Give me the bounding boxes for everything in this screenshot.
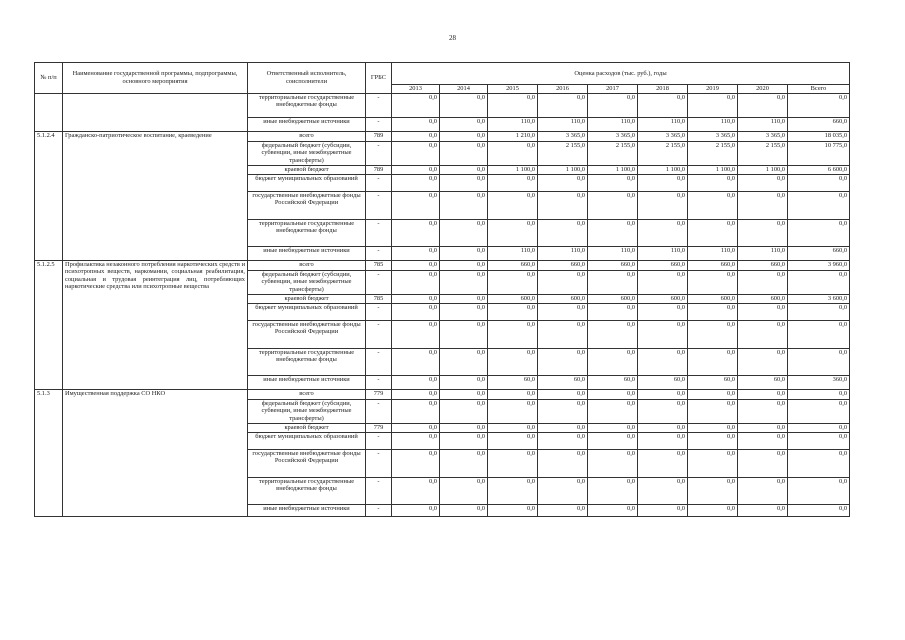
funding-source: государственные внебюджетные фонды Российской Федерации: [248, 320, 366, 348]
total-value: 0,0: [788, 432, 850, 449]
year-value: 0,0: [588, 348, 638, 375]
year-value: 0,0: [738, 303, 788, 320]
header-year: 2016: [538, 85, 588, 94]
year-value: 0,0: [440, 348, 488, 375]
year-value: 0,0: [488, 389, 538, 399]
year-value: 0,0: [392, 141, 440, 165]
year-value: 3 365,0: [738, 131, 788, 141]
year-value: 0,0: [588, 219, 638, 246]
year-value: 0,0: [538, 348, 588, 375]
total-value: 360,0: [788, 375, 850, 389]
header-grbs: ГРБС: [366, 63, 392, 94]
year-value: 0,0: [588, 320, 638, 348]
funding-source: территориальные государственные внебюджетные фонды: [248, 219, 366, 246]
year-value: 2 155,0: [538, 141, 588, 165]
measure-number: 5.1.3: [35, 389, 63, 516]
year-value: 1 100,0: [488, 165, 538, 174]
year-value: 0,0: [738, 449, 788, 477]
grbs-code: 785: [366, 294, 392, 303]
table-row: [35, 93, 850, 117]
year-value: 1 210,0: [488, 131, 538, 141]
year-value: 0,0: [440, 320, 488, 348]
total-value: 0,0: [788, 219, 850, 246]
year-value: 0,0: [688, 477, 738, 504]
year-value: 0,0: [588, 399, 638, 423]
year-value: 0,0: [588, 504, 638, 516]
year-value: 0,0: [440, 449, 488, 477]
year-value: 3 365,0: [688, 131, 738, 141]
year-value: 60,0: [488, 375, 538, 389]
year-value: 0,0: [440, 504, 488, 516]
budget-table: [34, 62, 850, 517]
year-value: 600,0: [738, 294, 788, 303]
year-value: 0,0: [440, 477, 488, 504]
year-value: 0,0: [688, 423, 738, 432]
year-value: 0,0: [440, 294, 488, 303]
year-value: 0,0: [392, 165, 440, 174]
year-value: 0,0: [392, 174, 440, 191]
year-value: 0,0: [440, 303, 488, 320]
year-value: 0,0: [588, 432, 638, 449]
header-year: 2017: [588, 85, 638, 94]
header-name: Наименование государственной программы, подпрограммы, основного мероприятия: [63, 63, 248, 94]
funding-source: государственные внебюджетные фонды Российской Федерации: [248, 449, 366, 477]
page-number: 28: [449, 34, 456, 42]
table-row: [35, 389, 850, 399]
year-value: 0,0: [488, 174, 538, 191]
year-value: 0,0: [588, 477, 638, 504]
total-value: 0,0: [788, 389, 850, 399]
year-value: 0,0: [588, 93, 638, 117]
table-header-row: [35, 63, 850, 85]
year-value: 0,0: [538, 399, 588, 423]
year-value: 0,0: [738, 399, 788, 423]
funding-source: краевой бюджет: [248, 294, 366, 303]
year-value: 0,0: [588, 303, 638, 320]
year-value: 0,0: [638, 432, 688, 449]
year-value: 0,0: [488, 219, 538, 246]
year-value: 0,0: [538, 270, 588, 294]
year-value: 0,0: [538, 432, 588, 449]
grbs-code: -: [366, 504, 392, 516]
year-value: 0,0: [638, 191, 688, 219]
year-value: 110,0: [688, 117, 738, 131]
year-value: 0,0: [688, 320, 738, 348]
year-value: 0,0: [738, 93, 788, 117]
year-value: 0,0: [440, 191, 488, 219]
year-value: 0,0: [440, 270, 488, 294]
table-row: [35, 260, 850, 270]
year-value: 0,0: [392, 423, 440, 432]
year-value: 60,0: [588, 375, 638, 389]
year-value: 0,0: [392, 191, 440, 219]
year-value: 0,0: [738, 174, 788, 191]
year-value: 0,0: [738, 389, 788, 399]
year-value: 0,0: [638, 399, 688, 423]
year-value: 0,0: [638, 423, 688, 432]
year-value: 0,0: [538, 477, 588, 504]
year-value: 0,0: [488, 504, 538, 516]
year-value: 660,0: [488, 260, 538, 270]
funding-source: федеральный бюджет (субсидии, субвенции, иные межбюджетные трансферты): [248, 399, 366, 423]
year-value: 0,0: [738, 348, 788, 375]
year-value: 0,0: [440, 141, 488, 165]
year-value: 2 155,0: [588, 141, 638, 165]
grbs-code: -: [366, 246, 392, 260]
header-year: 2019: [688, 85, 738, 94]
year-value: 0,0: [392, 303, 440, 320]
year-value: 600,0: [688, 294, 738, 303]
grbs-code: -: [366, 219, 392, 246]
year-value: 600,0: [638, 294, 688, 303]
year-value: 60,0: [738, 375, 788, 389]
measure-number: 5.1.2.5: [35, 260, 63, 389]
year-value: 0,0: [588, 423, 638, 432]
year-value: 0,0: [638, 504, 688, 516]
grbs-code: -: [366, 399, 392, 423]
funding-source: иные внебюджетные источники: [248, 504, 366, 516]
year-value: 0,0: [392, 477, 440, 504]
grbs-code: 779: [366, 389, 392, 399]
year-value: 0,0: [538, 449, 588, 477]
grbs-code: -: [366, 449, 392, 477]
year-value: 0,0: [688, 449, 738, 477]
year-value: 0,0: [738, 320, 788, 348]
year-value: 0,0: [392, 294, 440, 303]
year-value: 0,0: [638, 270, 688, 294]
year-value: 0,0: [392, 260, 440, 270]
total-value: 3 960,0: [788, 260, 850, 270]
year-value: 0,0: [440, 117, 488, 131]
grbs-code: -: [366, 320, 392, 348]
grbs-code: 789: [366, 165, 392, 174]
total-value: 0,0: [788, 93, 850, 117]
year-value: 0,0: [488, 449, 538, 477]
grbs-code: -: [366, 191, 392, 219]
year-value: 110,0: [588, 246, 638, 260]
header-year: 2018: [638, 85, 688, 94]
year-value: 1 100,0: [638, 165, 688, 174]
year-value: 0,0: [392, 432, 440, 449]
year-value: 0,0: [638, 174, 688, 191]
year-value: 0,0: [688, 303, 738, 320]
grbs-code: -: [366, 93, 392, 117]
funding-source: краевой бюджет: [248, 165, 366, 174]
year-value: 0,0: [588, 449, 638, 477]
grbs-code: -: [366, 174, 392, 191]
total-value: 0,0: [788, 174, 850, 191]
year-value: 0,0: [538, 423, 588, 432]
year-value: 0,0: [638, 389, 688, 399]
year-value: 2 155,0: [738, 141, 788, 165]
year-value: 110,0: [638, 246, 688, 260]
year-value: 0,0: [488, 348, 538, 375]
grbs-code: -: [366, 117, 392, 131]
total-value: 0,0: [788, 303, 850, 320]
measure-name: Имущественная поддержка СО НКО: [63, 389, 248, 516]
grbs-code: 785: [366, 260, 392, 270]
grbs-code: -: [366, 270, 392, 294]
year-value: 0,0: [688, 399, 738, 423]
funding-source: территориальные государственные внебюджетные фонды: [248, 348, 366, 375]
year-value: 110,0: [738, 117, 788, 131]
year-value: 600,0: [588, 294, 638, 303]
year-value: 0,0: [688, 432, 738, 449]
year-value: 0,0: [392, 131, 440, 141]
measure-number: 5.1.2.4: [35, 131, 63, 260]
year-value: 0,0: [440, 432, 488, 449]
empty-num-cell: [35, 93, 63, 131]
year-value: 0,0: [392, 389, 440, 399]
funding-source: иные внебюджетные источники: [248, 117, 366, 131]
year-value: 660,0: [688, 260, 738, 270]
year-value: 0,0: [440, 399, 488, 423]
year-value: 0,0: [688, 348, 738, 375]
year-value: 0,0: [488, 320, 538, 348]
year-value: 0,0: [392, 399, 440, 423]
year-value: 0,0: [488, 432, 538, 449]
grbs-code: -: [366, 432, 392, 449]
year-value: 0,0: [638, 93, 688, 117]
measure-name: Гражданско-патриотическое воспитание, краеведение: [63, 131, 248, 260]
table-body: [35, 93, 850, 516]
year-value: 0,0: [440, 93, 488, 117]
year-value: 0,0: [688, 504, 738, 516]
funding-source: бюджет муниципальных образований: [248, 174, 366, 191]
year-value: 0,0: [392, 320, 440, 348]
year-value: 3 365,0: [638, 131, 688, 141]
year-value: 60,0: [638, 375, 688, 389]
total-value: 10 775,0: [788, 141, 850, 165]
year-value: 0,0: [688, 191, 738, 219]
funding-source: бюджет муниципальных образований: [248, 432, 366, 449]
total-value: 0,0: [788, 399, 850, 423]
total-value: 0,0: [788, 270, 850, 294]
header-year: 2015: [488, 85, 538, 94]
year-value: 110,0: [488, 117, 538, 131]
year-value: 0,0: [738, 504, 788, 516]
year-value: 600,0: [488, 294, 538, 303]
funding-source: федеральный бюджет (субсидии, субвенции, иные межбюджетные трансферты): [248, 141, 366, 165]
grbs-code: -: [366, 477, 392, 504]
year-value: 0,0: [738, 423, 788, 432]
year-value: 0,0: [588, 174, 638, 191]
year-value: 0,0: [588, 191, 638, 219]
year-value: 0,0: [440, 375, 488, 389]
header-year: 2020: [738, 85, 788, 94]
grbs-code: -: [366, 375, 392, 389]
funding-source: территориальные государственные внебюджетные фонды: [248, 477, 366, 504]
year-value: 0,0: [738, 270, 788, 294]
year-value: 2 155,0: [688, 141, 738, 165]
year-value: 0,0: [588, 270, 638, 294]
year-value: 0,0: [538, 219, 588, 246]
year-value: 0,0: [688, 174, 738, 191]
total-value: 3 600,0: [788, 294, 850, 303]
year-value: 0,0: [392, 219, 440, 246]
year-value: 0,0: [488, 423, 538, 432]
year-value: 60,0: [688, 375, 738, 389]
year-value: 0,0: [688, 219, 738, 246]
year-value: 0,0: [392, 348, 440, 375]
year-value: 0,0: [392, 449, 440, 477]
year-value: 0,0: [688, 93, 738, 117]
header-num: № п/п: [35, 63, 63, 94]
year-value: 0,0: [392, 504, 440, 516]
year-value: 110,0: [588, 117, 638, 131]
year-value: 110,0: [538, 117, 588, 131]
year-value: 110,0: [488, 246, 538, 260]
year-value: 110,0: [638, 117, 688, 131]
header-costs: Оценка расходов (тыс. руб.), годы: [392, 63, 850, 85]
funding-source: всего: [248, 260, 366, 270]
year-value: 0,0: [488, 191, 538, 219]
year-value: 0,0: [538, 191, 588, 219]
year-value: 600,0: [538, 294, 588, 303]
year-value: 0,0: [638, 449, 688, 477]
total-value: 18 035,0: [788, 131, 850, 141]
year-value: 0,0: [488, 399, 538, 423]
year-value: 0,0: [538, 389, 588, 399]
total-value: 660,0: [788, 117, 850, 131]
year-value: 0,0: [488, 93, 538, 117]
year-value: 0,0: [488, 477, 538, 504]
year-value: 0,0: [638, 219, 688, 246]
funding-source: федеральный бюджет (субсидии, субвенции, иные межбюджетные трансферты): [248, 270, 366, 294]
year-value: 110,0: [538, 246, 588, 260]
year-value: 0,0: [738, 432, 788, 449]
year-value: 0,0: [392, 93, 440, 117]
total-value: 0,0: [788, 449, 850, 477]
year-value: 0,0: [638, 320, 688, 348]
year-value: 3 365,0: [588, 131, 638, 141]
year-value: 0,0: [440, 174, 488, 191]
funding-source: бюджет муниципальных образований: [248, 303, 366, 320]
year-value: 0,0: [638, 303, 688, 320]
year-value: 0,0: [392, 375, 440, 389]
table-row: [35, 131, 850, 141]
year-value: 0,0: [538, 93, 588, 117]
year-value: 1 100,0: [738, 165, 788, 174]
header-year: 2014: [440, 85, 488, 94]
year-value: 1 100,0: [688, 165, 738, 174]
year-value: 0,0: [488, 270, 538, 294]
total-value: 6 600,0: [788, 165, 850, 174]
empty-name-cell: [63, 93, 248, 131]
year-value: 0,0: [738, 477, 788, 504]
funding-source: иные внебюджетные источники: [248, 375, 366, 389]
year-value: 0,0: [738, 191, 788, 219]
year-value: 0,0: [538, 504, 588, 516]
year-value: 0,0: [440, 165, 488, 174]
measure-name: Профилактика незаконного потребления наркотических средств и психотропных веществ, наркомании, социальная реабилитация, социальная и трудовая реинтеграция лиц, потребляющих наркотические средства или психотропные вещества: [63, 260, 248, 389]
year-value: 660,0: [538, 260, 588, 270]
grbs-code: -: [366, 303, 392, 320]
header-year: Всего: [788, 85, 850, 94]
year-value: 0,0: [440, 423, 488, 432]
year-value: 660,0: [588, 260, 638, 270]
total-value: 0,0: [788, 191, 850, 219]
year-value: 2 155,0: [638, 141, 688, 165]
funding-source: всего: [248, 389, 366, 399]
total-value: 660,0: [788, 246, 850, 260]
funding-source: государственные внебюджетные фонды Российской Федерации: [248, 191, 366, 219]
total-value: 0,0: [788, 320, 850, 348]
year-value: 0,0: [392, 117, 440, 131]
year-value: 0,0: [538, 320, 588, 348]
total-value: 0,0: [788, 477, 850, 504]
funding-source: всего: [248, 131, 366, 141]
grbs-code: -: [366, 141, 392, 165]
header-year: 2013: [392, 85, 440, 94]
year-value: 0,0: [488, 303, 538, 320]
year-value: 0,0: [440, 246, 488, 260]
year-value: 0,0: [440, 131, 488, 141]
total-value: 0,0: [788, 348, 850, 375]
year-value: 110,0: [738, 246, 788, 260]
year-value: 0,0: [538, 303, 588, 320]
funding-source: краевой бюджет: [248, 423, 366, 432]
year-value: 0,0: [440, 389, 488, 399]
year-value: 1 100,0: [538, 165, 588, 174]
year-value: 0,0: [488, 141, 538, 165]
total-value: 0,0: [788, 504, 850, 516]
year-value: 0,0: [588, 389, 638, 399]
total-value: 0,0: [788, 423, 850, 432]
year-value: 0,0: [392, 270, 440, 294]
year-value: 1 100,0: [588, 165, 638, 174]
year-value: 0,0: [688, 270, 738, 294]
grbs-code: 789: [366, 131, 392, 141]
year-value: 0,0: [440, 260, 488, 270]
funding-source: территориальные государственные внебюджетные фонды: [248, 93, 366, 117]
funding-source: иные внебюджетные источники: [248, 246, 366, 260]
year-value: 0,0: [638, 348, 688, 375]
year-value: 60,0: [538, 375, 588, 389]
grbs-code: -: [366, 348, 392, 375]
year-value: 0,0: [538, 174, 588, 191]
year-value: 3 365,0: [538, 131, 588, 141]
year-value: 0,0: [440, 219, 488, 246]
header-executor: Ответственный исполнитель, соисполнители: [248, 63, 366, 94]
year-value: 660,0: [738, 260, 788, 270]
year-value: 0,0: [392, 246, 440, 260]
year-value: 0,0: [688, 389, 738, 399]
year-value: 110,0: [688, 246, 738, 260]
year-value: 660,0: [638, 260, 688, 270]
year-value: 0,0: [638, 477, 688, 504]
year-value: 0,0: [738, 219, 788, 246]
grbs-code: 779: [366, 423, 392, 432]
